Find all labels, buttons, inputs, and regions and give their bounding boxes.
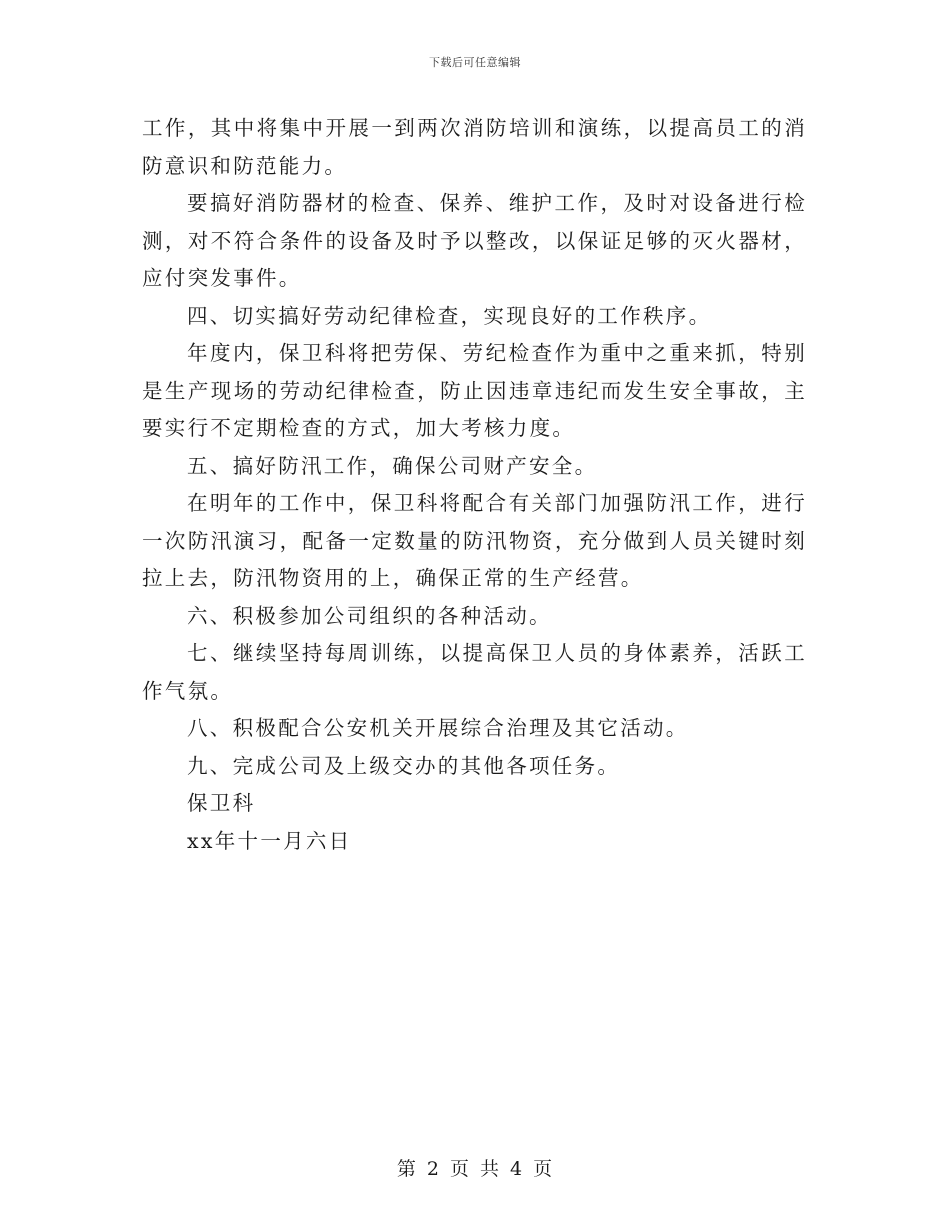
current-page-number: 2 xyxy=(426,1158,440,1180)
paragraph: 年度内，保卫科将把劳保、劳纪检查作为重中之重来抓，特别是生产现场的劳动纪律检查，防止因违章违纪而发生安全事故，主要实行不定期检查的方式，加大考核力度。 xyxy=(142,341,807,440)
section-heading: 八、积极配合公安机关开展综合治理及其它活动。 xyxy=(187,716,689,740)
document-body xyxy=(142,110,807,860)
section-heading: 五、搞好防汛工作，确保公司财产安全。 xyxy=(187,453,598,478)
page-footer xyxy=(0,1154,950,1181)
footer-total-prefix: 共 xyxy=(480,1158,501,1180)
paragraph: 要搞好消防器材的检查、保养、维护工作，及时对设备进行检测，对不符合条件的设备及时予以整改，以保证足够的灭火器材，应付突发事件。 xyxy=(142,191,807,290)
section-heading: 七、继续坚持每周训练，以提高保卫人员的身体素养，活跃工作气氛。 xyxy=(142,641,807,703)
paragraph: 工作，其中将集中开展一到两次消防培训和演练，以提高员工的消防意识和防范能力。 xyxy=(142,116,807,178)
total-pages-number: 4 xyxy=(510,1158,524,1180)
footer-page-suffix: 页 xyxy=(533,1158,554,1180)
footer-page-word: 页 xyxy=(449,1158,470,1180)
paragraph: 在明年的工作中，保卫科将配合有关部门加强防汛工作，进行一次防汛演习，配备一定数量的防汛物资，充分做到人员关键时刻拉上去，防汛物资用的上，确保正常的生产经营。 xyxy=(142,491,807,590)
section-heading: 九、完成公司及上级交办的其他各项任务。 xyxy=(187,753,621,778)
footer-page-prefix: 第 xyxy=(396,1158,417,1180)
signature-date: xx年十一月六日 xyxy=(187,828,352,853)
section-heading: 四、切实搞好劳动纪律检查，实现良好的工作秩序。 xyxy=(187,303,712,328)
section-heading: 六、积极参加公司组织的各种活动。 xyxy=(187,603,552,628)
page-header: 下载后可任意编辑 xyxy=(429,56,521,69)
signature-department: 保卫科 xyxy=(187,791,256,815)
